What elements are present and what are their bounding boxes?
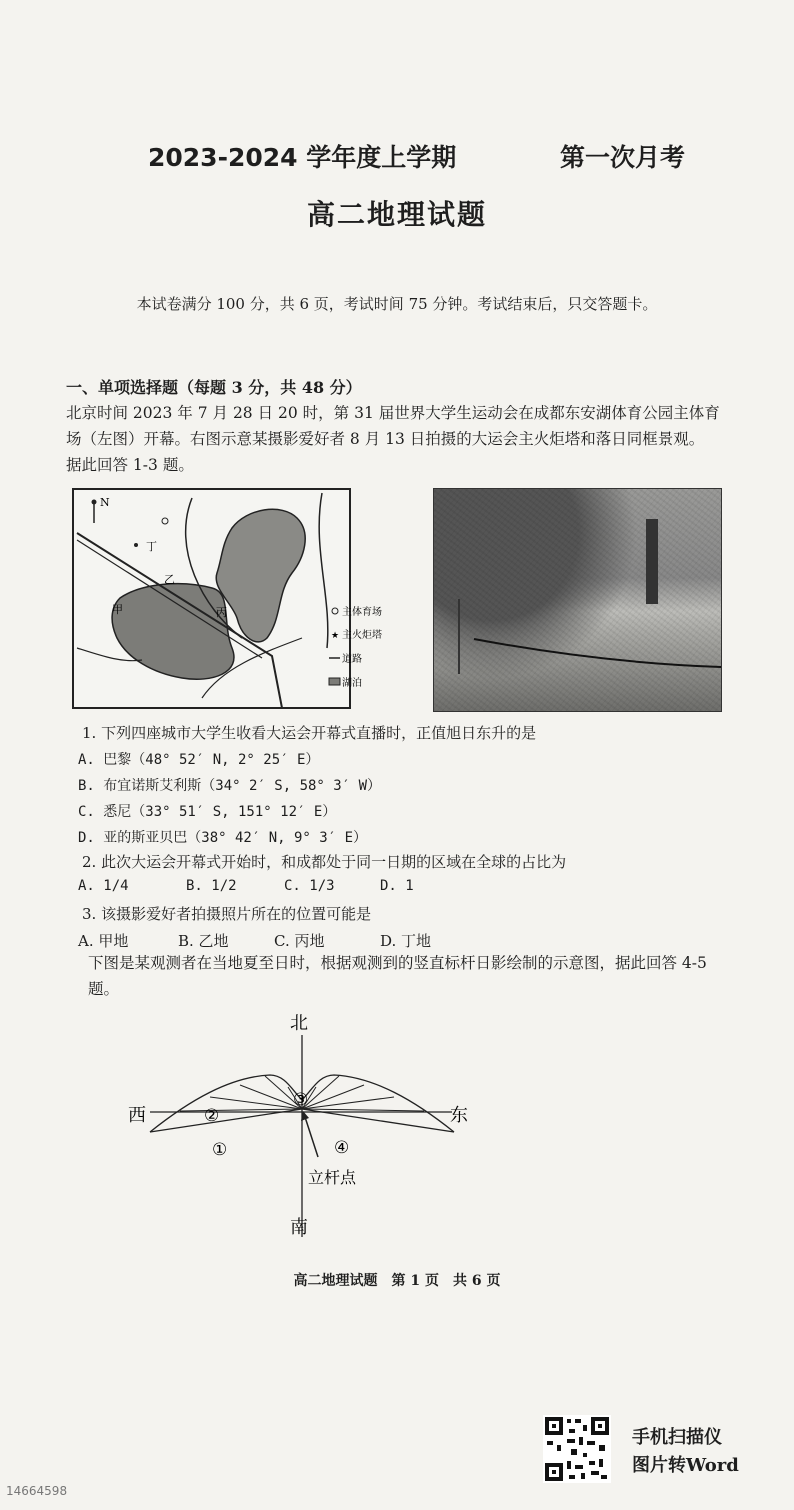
- exam-notice: 本试卷满分 100 分，共 6 页，考试时间 75 分钟。考试结束后，只交答题卡。: [136, 295, 658, 313]
- question-3-option: A. 甲地: [78, 932, 129, 950]
- north-arrow-head: [92, 500, 97, 505]
- label-east: 东: [450, 1105, 468, 1126]
- venue-map: [72, 488, 382, 710]
- question-2-option: B. 1/2: [186, 878, 237, 894]
- legend-torch-icon: ★: [331, 631, 340, 641]
- watermark-line-2: 图片转Word: [632, 1455, 739, 1476]
- place-bing: 丙: [216, 606, 227, 619]
- question-3-stem: 3. 该摄影爱好者拍摄照片所在的位置可能是: [82, 905, 372, 923]
- scan-serial: 14664598: [6, 1484, 68, 1498]
- question-2-stem: 2. 此次大运会开幕式开始时，和成都处于同一日期的区域在全球的占比为: [82, 853, 567, 871]
- shoreline: [474, 639, 721, 667]
- page-footer: 高二地理试题 第 1 页 共 6 页: [293, 1273, 501, 1289]
- place-yi: 乙: [164, 573, 175, 586]
- intro-line: 北京时间 2023 年 7 月 28 日 20 时，第 31 届世界大学生运动会在成都东安湖体育公园主体育: [66, 404, 720, 422]
- question-1-option: C. 悉尼（33° 51′ S, 151° 12′ E）: [78, 804, 337, 820]
- legend-lake: 湖泊: [342, 678, 362, 689]
- question-3-option: D. 丁地: [380, 932, 432, 950]
- legend-stadium: 主体育场: [342, 607, 382, 618]
- question-2-option: A. 1/4: [78, 878, 129, 894]
- page-title: 高二地理试题: [306, 198, 487, 231]
- legend-lake-icon: [329, 678, 340, 685]
- region-4: ④: [334, 1138, 350, 1158]
- north-label: N: [100, 496, 110, 509]
- intro-paragraph: [66, 400, 786, 478]
- legend-torch: 主火炬塔: [342, 630, 382, 641]
- region-1: ①: [212, 1140, 228, 1160]
- section-heading: 一、单项选择题（每题 3 分，共 48 分）: [66, 378, 362, 397]
- question-1-option: A. 巴黎（48° 52′ N, 2° 25′ E）: [78, 752, 320, 768]
- place-ding-dot: [134, 543, 138, 547]
- label-north: 北: [290, 1013, 308, 1034]
- region-3: ③: [293, 1090, 309, 1110]
- region-2: ②: [204, 1106, 220, 1126]
- question-1-option: B. 布宜诺斯艾利斯（34° 2′ S, 58° 3′ W）: [78, 778, 382, 794]
- intro-line: 据此回答 1-3 题。: [66, 456, 194, 474]
- question-2-option: D. 1: [380, 878, 414, 894]
- question-2-option: C. 1/3: [284, 878, 335, 894]
- shadow-diagram: [120, 1005, 500, 1250]
- place-jia: 甲: [112, 603, 123, 616]
- place-ding: 丁: [146, 540, 157, 553]
- intro-line: 题。: [88, 980, 120, 998]
- exam-term: 2023-2024 学年度上学期: [148, 143, 457, 172]
- legend-road: 道路: [342, 654, 362, 665]
- question-3-option: B. 乙地: [178, 932, 229, 950]
- intro-paragraph-2: [88, 950, 778, 1002]
- intro-line: 场（左图）开幕。右图示意某摄影爱好者 8 月 13 日拍摄的大运会主火炬塔和落日同框景观。: [66, 430, 705, 448]
- intro-line: 下图是某观测者在当地夏至日时，根据观测到的竖直标杆日影绘制的示意图，据此回答 4-5: [88, 954, 707, 972]
- question-3-option: C. 丙地: [274, 932, 325, 950]
- torch-tower: [646, 519, 658, 604]
- pole-pointer: [305, 1117, 318, 1157]
- question-1-stem: 1. 下列四座城市大学生收看大运会开幕式直播时，正值旭日东升的是: [82, 724, 537, 742]
- watermark-line-1: 手机扫描仪: [632, 1427, 722, 1448]
- torch-sunset-photo: [433, 488, 722, 712]
- label-pole-point: 立杆点: [308, 1168, 357, 1187]
- label-south: 南: [290, 1217, 308, 1238]
- qr-code-icon: [543, 1415, 611, 1483]
- label-west: 西: [128, 1105, 146, 1126]
- question-1-option: D. 亚的斯亚贝巴（38° 42′ N, 9° 3′ E）: [78, 830, 368, 846]
- exam-name: 第一次月考: [560, 143, 686, 172]
